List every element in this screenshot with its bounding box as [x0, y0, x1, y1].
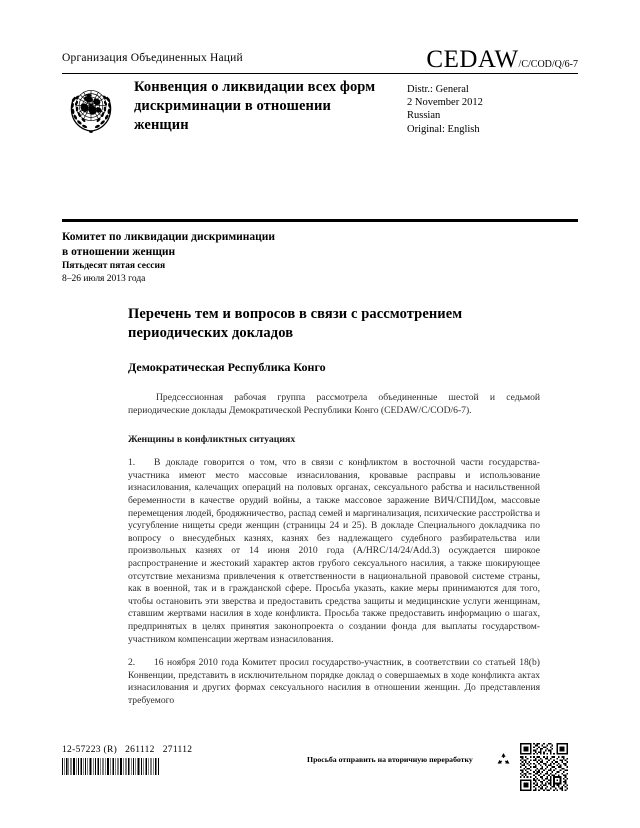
distribution-type: Distr.: General: [407, 84, 469, 95]
committee-dates: 8–26 июля 2013 года: [62, 274, 146, 284]
distribution-original: Original: English: [407, 123, 480, 135]
job-number: 12-57223 (R): [62, 745, 118, 755]
paragraph-1: [128, 457, 540, 646]
paragraph-2: [128, 657, 540, 707]
document-number: [62, 745, 192, 755]
distribution-language: Russian: [407, 110, 441, 122]
page-title: Перечень тем и вопросов в связи с рассмотрением периодических докладов: [128, 306, 463, 341]
masthead-divider-thick: [62, 219, 578, 222]
intro-paragraph: Предсессионная рабочая группа рассмотрела объединенные шестой и седьмой периодические доклады Демократической Республики Конго (CEDAW/C/COD/6-7).: [128, 392, 540, 416]
committee-session: Пятьдесят пятая сессия: [62, 261, 166, 271]
committee-block: [62, 230, 462, 286]
masthead-divider-thin: [62, 73, 578, 74]
country-heading: Демократическая Республика Конго: [128, 360, 326, 374]
recycle-icon: [496, 752, 511, 767]
distribution-block: [407, 83, 483, 136]
document-symbol: [426, 46, 578, 74]
section-heading: Женщины в конфликтных ситуациях: [128, 434, 296, 446]
document-symbol-main: CEDAW: [426, 46, 519, 73]
masthead-body: [62, 78, 578, 146]
recycle-notice: Просьба отправить на вторичную переработку: [307, 755, 473, 764]
paragraph-1-number: 1.: [128, 457, 136, 469]
paragraph-1-text: В докладе говорится о том, что в связи с конфликтом в восточной части государства-участника имеют место массовые изнасилования, кровавые расправы и использование изнасилования, калечащих операций на половых органах, сексуального рабства и насильственной беременности в качестве орудий войны, а также массовое заражение ВИЧ/СПИДом, массовые перемещения людей, бродяжничество, распад семей и маргинализация, психические расстройства и усугубление нищеты среди женщин (страницы 24 и 25). В докладе Специального докладчика по вопросу о внесудебных казнях, казнях без надлежащего судебного разбирательства или произвольных казнях от 14 июня 2010 года (A/HRC/14/24/Add.3) осуждается широкое распространение и жестокий характер актов грубого сексуального насилия, а также шокирующее отсутствие механизма привлечения к ответственности в национальной правовой системе страны, как в военной, так и в гражданской сфере. Просьба указать, какие меры принимаются для того, чтобы остановить эти зверства и предоставить средства защиты и медицинские услуги женщинам, ставшим жертвами насилия в ходе конфликта. Просьба также предоставить информацию о шагах, предпринятых в целях принятия законопроекта о создании фонда для выплаты государством-участником компенсации жертвам изнасилования.: [128, 457, 540, 645]
qr-code: [520, 743, 568, 791]
date-code-2: 271112: [162, 745, 193, 755]
document-body: [128, 305, 540, 707]
distribution-date: 2 November 2012: [407, 97, 483, 109]
paragraph-2-text: 16 ноября 2010 года Комитет просил государство-участник, в соответствии со статьей 18(b) Конвенции, представить в исключительном порядке доклад о совершаемых в ходе конфликта актах изнасилования и других формах сексуального насилия в отношении женщин. До представления требуемого: [128, 657, 540, 706]
paragraph-2-number: 2.: [128, 657, 136, 669]
organization-name: Организация Объединенных Наций: [62, 52, 243, 64]
committee-name-line2: в отношении женщин: [62, 245, 176, 258]
date-code-1: 261112: [125, 745, 155, 755]
document-symbol-suffix: /C/COD/Q/6-7: [518, 59, 578, 70]
masthead: [62, 46, 578, 73]
convention-title: Конвенция о ликвидации всех форм дискриминации в отношении женщин: [134, 79, 376, 133]
barcode: [62, 758, 166, 775]
page-footer: [62, 745, 578, 791]
un-emblem: [62, 80, 120, 138]
committee-name-line1: Комитет по ликвидации дискриминации: [62, 231, 276, 243]
masthead-top-row: [62, 46, 578, 73]
